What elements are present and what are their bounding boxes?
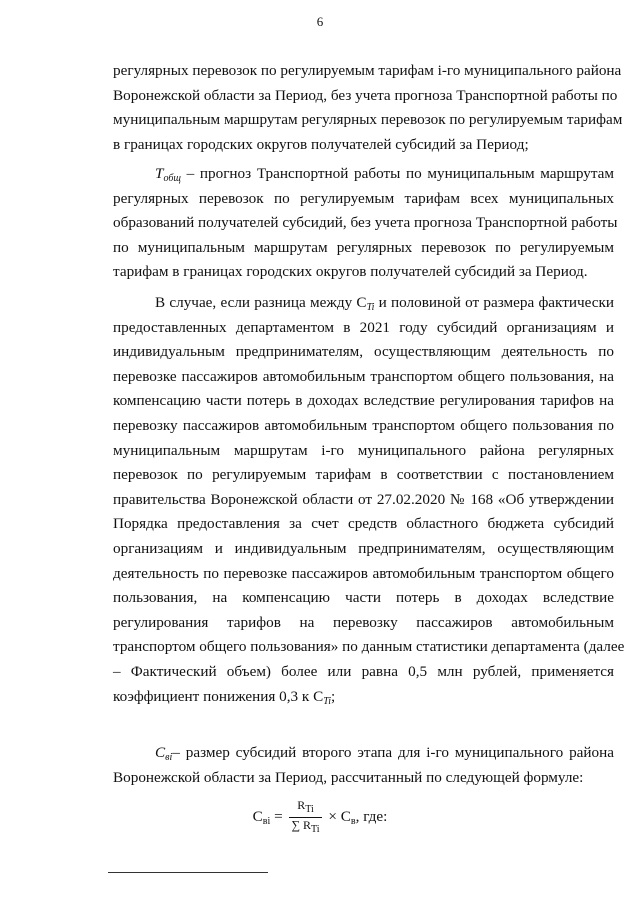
text-line: регулирования тарифов на перевозку пассажиров автомобильным xyxy=(113,613,614,631)
text-line: Воронежской области за Период, рассчитанный по следующей формуле: xyxy=(113,768,584,786)
text-line: регулярных перевозок по регулируемым тарифам всех муниципальных xyxy=(113,189,614,207)
text-line: перевозок по регулируемым тарифам в соответствии с постановлением xyxy=(113,466,614,484)
text-line: организациям и индивидуальным предпринимателям, осуществляющим xyxy=(113,539,614,557)
paragraph-t-total xyxy=(113,162,618,285)
paragraph-continuation xyxy=(113,59,623,157)
text-line: тарифам в границах городских округов получателей субсидий за Период. xyxy=(113,263,588,281)
paragraph-second-stage xyxy=(113,741,614,790)
c-vi-symbol: $С_{вi}$ xyxy=(155,744,173,763)
text-line: образований получателей субсидий, без учета прогноза Транспортной работы xyxy=(113,214,618,232)
text-line: В случае, если разница между $С_{Ti}$ и половиной от размера фактически xyxy=(155,294,614,313)
text-line: перевозке пассажиров автомобильным транспортом общего пользования, на xyxy=(113,367,614,385)
page-number: 6 xyxy=(316,14,324,29)
text-line: перевозку пассажиров автомобильным транспортом общего пользования по xyxy=(113,416,614,434)
paragraph-reduction-rule xyxy=(113,291,625,709)
text-line: транспортом общего пользования» по данным статистики департамента (далее xyxy=(113,638,625,656)
formula-denominator: ∑ $R_{Ti}$ xyxy=(291,818,320,835)
text-line: пользования, на компенсацию части потерь в доходах вследствие xyxy=(113,589,614,607)
text-line: – Фактический объем) более или равна 0,5 млн рублей, применяется xyxy=(113,662,614,680)
footnote-separator xyxy=(108,872,268,873)
text-line: $С_{вi}-$ размер субсидий второго этапа для i-го муниципального района xyxy=(155,744,614,763)
t-total-symbol: $T_{общ}$ xyxy=(155,165,181,184)
text-line: в границах городских округов получателей субсидий за Период; xyxy=(113,135,529,153)
text-line: компенсацию части потерь в доходах вследствие регулирования тарифов на xyxy=(113,392,614,410)
text-line: деятельность по перевозке пассажиров автомобильным транспортом общего xyxy=(113,564,614,582)
text-line: предоставленных департаментом в 2021 году субсидий организациям и xyxy=(113,318,614,336)
text-line: Порядка предоставления за счет средств областного бюджета субсидий xyxy=(113,515,614,533)
text-line: муниципальным маршрутам регулярных перевозок по регулируемым тарифам xyxy=(113,111,623,129)
formula-lhs: $С_{вi}$ xyxy=(252,807,271,827)
formula-fraction xyxy=(289,798,321,837)
text-line: регулярных перевозок по регулируемым тарифам i-го муниципального района xyxy=(113,62,622,79)
text-line: муниципальным маршрутам i-го муниципального района регулярных xyxy=(113,441,614,459)
text-line: $T_{общ}$ – прогноз Транспортной работы по муниципальным маршрутам xyxy=(155,165,614,184)
text-line: Воронежской области за Период, без учета прогноза Транспортной работы по xyxy=(113,86,618,104)
text-line: индивидуальным предпринимателям, осуществляющим деятельность по xyxy=(113,343,614,361)
text-line: правительства Воронежской области от 27.02.2020 № 168 «Об утверждении xyxy=(113,490,614,508)
formula: $С_{вi}$ = $\frac{R_{Ti}}{\sum R_{Ti}}$ × $С_в$, где: xyxy=(252,798,388,835)
text-line: коэффициент понижения 0,3 к $С_{Ti}$; xyxy=(113,687,336,707)
text-line: по муниципальным маршрутам регулярных перевозок по регулируемым xyxy=(113,238,614,256)
formula-numerator: $R_{Ti}$ xyxy=(289,798,321,818)
